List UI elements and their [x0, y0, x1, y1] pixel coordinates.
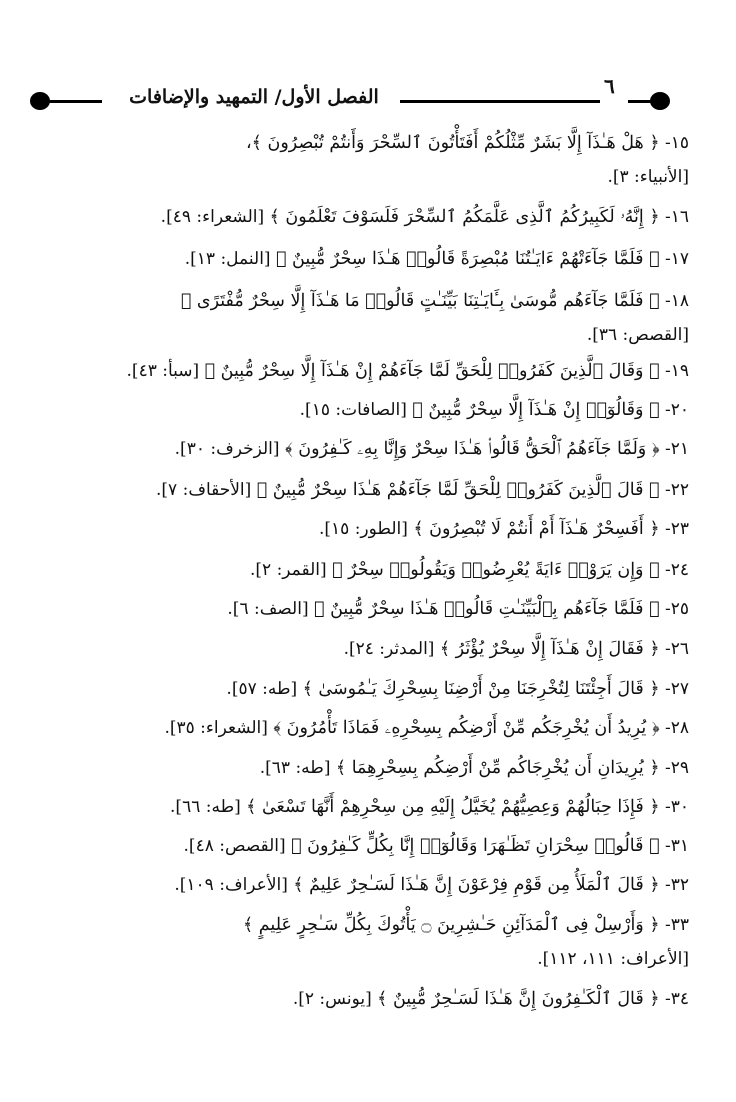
entry-number: ١٧- [659, 249, 689, 269]
quran-verse: ﴿ وَإِن يَرَوْا۟ ءَايَةً يُعْرِضُوا۟ وَيَقُولُوا۟ سِحْرٌ ﴾ [332, 560, 660, 580]
surah-reference: [الأعراف: ١١١، ١١٢]. [537, 949, 689, 969]
entry-number: ٢٤- [659, 560, 689, 580]
entry-number: ١٦- [659, 207, 689, 227]
verse-entry-32 [14, 868, 689, 902]
quran-verse: ﴿ فَإِذَا حِبَالُهُمْ وَعِصِيُّهُمْ يُخَيَّلُ إِلَيْهِ مِن سِحْرِهِمْ أَنَّهَا تَسْعَىٰ ﴾ [246, 797, 660, 817]
quran-verse: ﴿ قَالُوا۟ سِحْرَانِ تَظَـٰهَرَا وَقَالُوٓا۟ إِنَّا بِكُلٍّ كَـٰفِرُونَ ﴾ [291, 836, 660, 856]
verse-entry-17 [14, 242, 689, 276]
quran-verse: ﴿ وَأَرْسِلْ فِى ٱلْمَدَآئِنِ حَـٰشِرِينَ ۝ يَأْتُوكَ بِكُلِّ سَـٰحِرٍ عَلِيمٍ ﴾ [242, 915, 660, 935]
verse-entry-26 [14, 632, 689, 666]
surah-reference: [الشعراء: ٣٥]. [164, 718, 268, 738]
verse-entry-19 [14, 354, 689, 388]
verse-entry-23 [14, 512, 689, 546]
verse-entry-28 [14, 711, 689, 745]
verse-entry-21 [14, 432, 689, 466]
surah-reference: [الشعراء: ٤٩]. [160, 207, 265, 227]
verse-entry-31 [14, 829, 689, 863]
quran-verse: ﴿ أَفَسِحْرٌ هَـٰذَآ أَمْ أَنتُمْ لَا تُبْصِرُونَ ﴾ [413, 519, 660, 539]
entry-number: ٢٧- [659, 679, 689, 699]
entry-number: ٢٦- [659, 639, 689, 659]
surah-reference: [القصص: ٣٦]. [586, 325, 689, 345]
entry-number: ٢٨- [659, 718, 689, 738]
quran-verse: ﴿ وَلَمَّا جَآءَهُمُ ٱلْحَقُّ قَالُوا۟ هَـٰذَا سِحْرٌ وَإِنَّا بِهِۦ كَـٰفِرُونَ ﴾ [284, 439, 660, 459]
surah-reference: [سبأ: ٤٣]. [126, 361, 200, 381]
verse-entry-16 [14, 200, 689, 234]
entry-number: ٣٣- [659, 915, 689, 935]
surah-reference: [الزخرف: ٣٠]. [174, 439, 280, 459]
surah-reference: [المدثر: ٢٤]. [343, 639, 435, 659]
surah-reference: [النمل: ١٣]. [184, 249, 271, 269]
entry-number: ١٩- [659, 361, 689, 381]
surah-reference: [طه: ٦٦]. [170, 797, 241, 817]
surah-reference: [طه: ٦٣]. [259, 758, 331, 778]
quran-verse: ﴿ فَلَمَّا جَآءَهُم مُّوسَىٰ بِـَٔايَـٰتِنَا بَيِّنَـٰتٍ قَالُوا۟ مَا هَـٰذَآ إِلَّا سِحْرٌ مُّفْتَرًى ﴾ [180, 291, 660, 311]
surah-reference: [الأحقاف: ٧]. [156, 480, 252, 500]
verse-entry-27 [14, 672, 689, 706]
entry-number: ٢٥- [659, 599, 689, 619]
entry-number: ١٥- [659, 133, 689, 153]
entry-number: ٢٣- [659, 519, 689, 539]
quran-verse: ﴿ يُرِيدَانِ أَن يُخْرِجَاكُم مِّنْ أَرْضِكُم بِسِحْرِهِمَا ﴾ [335, 758, 660, 778]
chapter-title: الفصل الأول/ التمهيد والإضافات [129, 86, 379, 108]
entry-number: ١٨- [659, 291, 689, 311]
verse-entry-33 [14, 908, 689, 980]
quran-verse: ﴿ قَالَ أَجِئْتَنَا لِتُخْرِجَنَا مِنْ أَرْضِنَا بِسِحْرِكَ يَـٰمُوسَىٰ ﴾ [302, 679, 660, 699]
quran-verse: ﴿ فَقَالَ إِنْ هَـٰذَآ إِلَّا سِحْرٌ يُؤْثَرُ ﴾ [439, 639, 660, 659]
quran-verse: ﴿ فَلَمَّا جَآءَهُم بِٱلْبَيِّنَـٰتِ قَالُوا۟ هَـٰذَا سِحْرٌ مُّبِينٌ ﴾ [314, 599, 660, 619]
entry-number: ٢٩- [659, 758, 689, 778]
entry-number: ٢١- [659, 439, 689, 459]
entry-number: ٢٢- [659, 480, 689, 500]
quran-verse: ﴿ وَقَالُوٓا۟ إِنْ هَـٰذَآ إِلَّا سِحْرٌ مُّبِينٌ ﴾ [412, 400, 660, 420]
entry-number: ٣٤- [659, 989, 689, 1009]
entry-number: ٣٠- [659, 797, 689, 817]
verse-entry-20 [14, 393, 689, 427]
verse-entry-29 [14, 751, 689, 785]
verse-entry-25 [14, 592, 689, 626]
quran-verse: ﴿ قَالَ ٱلْمَلَأُ مِن قَوْمِ فِرْعَوْنَ إِنَّ هَـٰذَا لَسَـٰحِرٌ عَلِيمٌ ﴾ [293, 875, 660, 895]
verse-entry-30 [14, 790, 689, 824]
quran-verse: ﴿ وَقَالَ ٱلَّذِينَ كَفَرُوا۟ لِلْحَقِّ لَمَّا جَآءَهُمْ إِنْ هَـٰذَآ إِلَّا سِحْرٌ مُّبِينٌ ﴾ [204, 361, 660, 381]
surah-reference: [الصافات: ١٥]. [299, 400, 407, 420]
surah-reference: [طه: ٥٧]. [226, 679, 298, 699]
verse-entry-15 [14, 126, 689, 198]
quran-verse: ﴿ قَالَ ٱلَّذِينَ كَفَرُوا۟ لِلْحَقِّ لَمَّا جَآءَهُمْ هَـٰذَا سِحْرٌ مُّبِينٌ ﴾ [256, 480, 660, 500]
surah-reference: [يونس: ٢]. [292, 989, 372, 1009]
page-number: ٦ [604, 74, 615, 98]
quran-verse: ﴿ فَلَمَّا جَآءَتْهُمْ ءَايَـٰتُنَا مُبْصِرَةً قَالُوا۟ هَـٰذَا سِحْرٌ مُّبِينٌ ﴾ [275, 249, 660, 269]
verse-entry-18 [14, 284, 689, 356]
quran-verse: ﴿ قَالَ ٱلْكَـٰفِرُونَ إِنَّ هَـٰذَا لَسَـٰحِرٌ مُّبِينٌ ﴾ [377, 989, 660, 1009]
surah-reference: [الطور: ١٥]. [318, 519, 408, 539]
surah-reference: [الأعراف: ١٠٩]. [174, 875, 288, 895]
surah-reference: [القصص: ٤٨]. [183, 836, 286, 856]
surah-reference: [القمر: ٢]. [249, 560, 327, 580]
entry-number: ٣٢- [659, 875, 689, 895]
surah-reference: [الأنبياء: ٣]. [607, 167, 689, 187]
verse-entry-22 [14, 473, 689, 507]
entry-number: ٣١- [659, 836, 689, 856]
verse-entry-34 [14, 982, 689, 1016]
quran-verse: ﴿ هَلْ هَـٰذَآ إِلَّا بَشَرٌ مِّثْلُكُمْ أَفَتَأْتُونَ ٱلسِّحْرَ وَأَنتُمْ تُبْصِرُونَ ﴾، [246, 133, 660, 153]
entry-number: ٢٠- [659, 400, 689, 420]
quran-verse: ﴿ إِنَّهُۥ لَكَبِيرُكُمُ ٱلَّذِى عَلَّمَكُمُ ٱلسِّحْرَ فَلَسَوْفَ تَعْلَمُونَ ﴾ [269, 207, 660, 227]
quran-verse: ﴿ يُرِيدُ أَن يُخْرِجَكُم مِّنْ أَرْضِكُم بِسِحْرِهِۦ فَمَاذَا تَأْمُرُونَ ﴾ [273, 718, 660, 738]
surah-reference: [الصف: ٦]. [227, 599, 309, 619]
verse-entry-24 [14, 553, 689, 587]
